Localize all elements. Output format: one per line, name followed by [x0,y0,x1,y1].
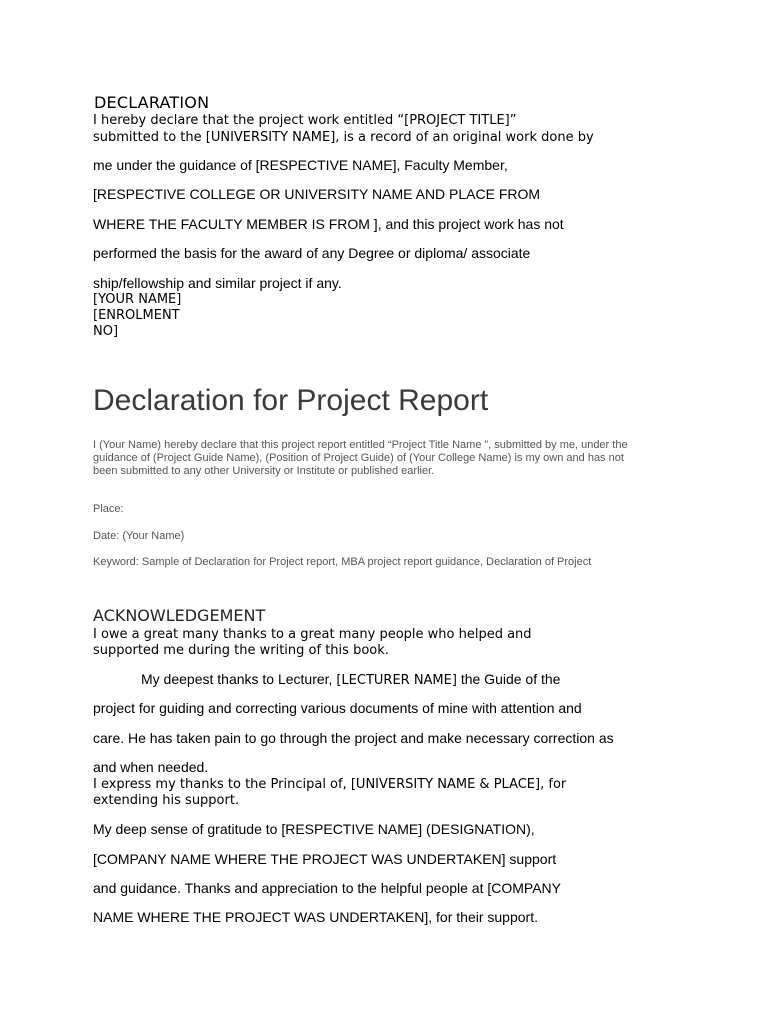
lecturer-name-placeholder: [LECTURER NAME] [336,673,457,688]
date-label: Date: (Your Name) [93,530,185,542]
declaration-line: submitted to the [UNIVERSITY NAME], is a record of an original work done by [93,130,594,145]
acknowledgement-line: and guidance. Thanks and appreciation to the helpful people at [COMPANY [93,880,562,896]
acknowledgement-line: care. He has taken pain to go through the project and make necessary correction as [93,730,614,746]
declaration-heading: DECLARATION [94,93,210,112]
declaration-line: I hereby declare that the project work entitled “[PROJECT TITLE]” [93,113,517,128]
enrolment-placeholder-cont: NO] [93,324,119,339]
project-report-title: Declaration for Project Report [93,384,489,417]
acknowledgement-line: I owe a great many thanks to a great many people who helped and [93,627,532,642]
acknowledgement-line: NAME WHERE THE PROJECT WAS UNDERTAKEN], for their support. [93,909,538,925]
enrolment-placeholder: [ENROLMENT [93,308,180,323]
your-name-placeholder: [YOUR NAME] [93,292,182,307]
acknowledgement-text: the Guide of the [456,671,561,687]
acknowledgement-line [141,671,560,688]
acknowledgement-text: My deepest thanks to Lecturer, [141,671,337,687]
acknowledgement-line: and when needed. [93,759,209,775]
keyword-line: Keyword: Sample of Declaration for Project report, MBA project report guidance, Declaration of Project [93,556,592,568]
declaration-line: performed the basis for the award of any Degree or diploma/ associate [93,245,531,261]
acknowledgement-line: project for guiding and correcting various documents of mine with attention and [93,700,582,716]
acknowledgement-line: extending his support. [93,793,240,808]
acknowledgement-heading: ACKNOWLEDGEMENT [93,606,266,625]
declaration-line: ship/fellowship and similar project if any. [93,275,342,291]
acknowledgement-line: My deep sense of gratitude to [RESPECTIVE NAME] (DESIGNATION), [93,821,535,837]
acknowledgement-line: supported me during the writing of this book. [93,643,389,658]
place-label: Place: [93,503,124,515]
project-report-paragraph: been submitted to any other University or Institute or published earlier. [93,465,435,477]
acknowledgement-line: I express my thanks to the Principal of, [UNIVERSITY NAME & PLACE], for [93,777,567,792]
project-report-paragraph: guidance of (Project Guide Name), (Position of Project Guide) of (Your College Name) is my own and has not [93,452,624,464]
acknowledgement-line: [COMPANY NAME WHERE THE PROJECT WAS UNDERTAKEN] support [93,851,557,867]
declaration-line: [RESPECTIVE COLLEGE OR UNIVERSITY NAME AND PLACE FROM [93,186,541,202]
project-report-paragraph: I (Your Name) hereby declare that this project report entitled “Project Title Name ”, submitted by me, under the [93,439,628,451]
declaration-line: WHERE THE FACULTY MEMBER IS FROM ], and this project work has not [93,216,564,232]
declaration-line: me under the guidance of [RESPECTIVE NAME], Faculty Member, [93,157,508,173]
